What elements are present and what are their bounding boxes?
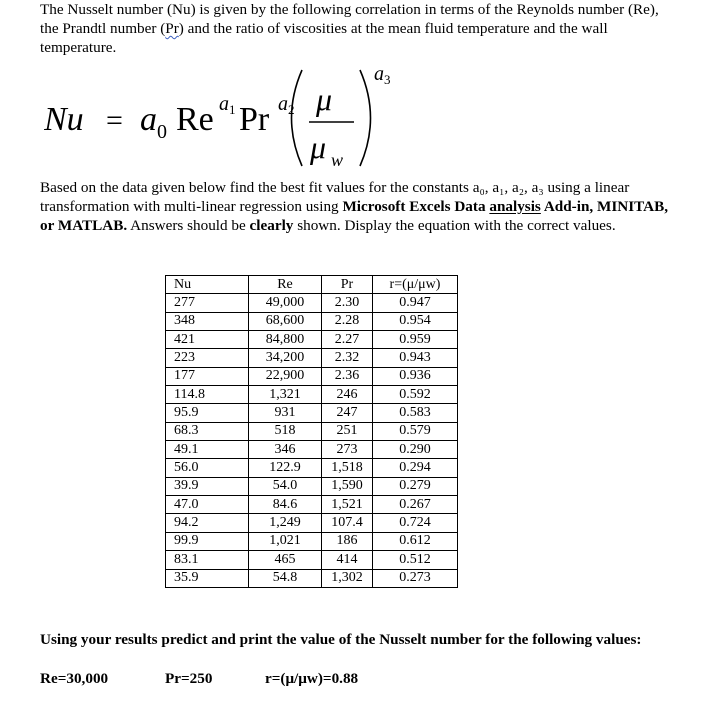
eq-a1-sub: 1 <box>229 102 236 117</box>
header-pr: Pr <box>322 276 373 294</box>
table-cell: 34,200 <box>249 349 322 367</box>
table-cell: 0.943 <box>373 349 458 367</box>
value-r: r=(μ/μw)=0.88 <box>265 670 359 687</box>
table-row <box>166 294 458 312</box>
eq-a1: a <box>219 93 229 115</box>
instr-text-2: Answers should be <box>127 217 250 234</box>
table-cell: 0.290 <box>373 441 458 459</box>
eq-a0-sub: 0 <box>157 121 167 143</box>
table-row <box>166 386 458 404</box>
table-row <box>166 496 458 514</box>
header-nu: Nu <box>166 276 249 294</box>
intro-text-1: The Nusselt number (Nu) is given by the following correlation in terms of the Reynolds number (Re), the Prandtl number ( <box>40 1 659 37</box>
table-row <box>166 477 458 495</box>
table-cell: 1,249 <box>249 514 322 532</box>
table-cell: 186 <box>322 532 373 550</box>
table-row <box>166 514 458 532</box>
table-cell: 2.30 <box>322 294 373 312</box>
table-cell: 0.579 <box>373 422 458 440</box>
table-cell: 251 <box>322 422 373 440</box>
instructions-paragraph <box>40 178 680 235</box>
table-cell: 84.6 <box>249 496 322 514</box>
table-cell: 277 <box>166 294 249 312</box>
table-cell: 346 <box>249 441 322 459</box>
instr-text-1: Based on the data given below find the best fit values for the constants a₀, a₁, a₂, a₃ using a linear transformation with multi-linear regression using <box>40 179 630 215</box>
eq-re: Re <box>176 101 214 138</box>
table-cell: 2.27 <box>322 331 373 349</box>
eq-mu-w: μ <box>310 129 327 165</box>
eq-a3: a <box>374 63 384 85</box>
table-cell: 1,518 <box>322 459 373 477</box>
table-cell: 0.947 <box>373 294 458 312</box>
intro-paragraph <box>40 0 680 57</box>
table-row <box>166 569 458 587</box>
table-cell: 931 <box>249 404 322 422</box>
header-re: Re <box>249 276 322 294</box>
table-cell: 348 <box>166 312 249 330</box>
predict-values <box>40 670 680 690</box>
table-cell: 0.612 <box>373 532 458 550</box>
table-cell: 0.936 <box>373 367 458 385</box>
table-cell: 0.273 <box>373 569 458 587</box>
table-cell: 94.2 <box>166 514 249 532</box>
table-cell: 22,900 <box>249 367 322 385</box>
table-row <box>166 349 458 367</box>
table-cell: 49.1 <box>166 441 249 459</box>
table-cell: 0.954 <box>373 312 458 330</box>
eq-mu: μ <box>316 81 333 117</box>
table-cell: 39.9 <box>166 477 249 495</box>
intro-pr-abbrev: Pr <box>165 20 179 37</box>
table-cell: 2.36 <box>322 367 373 385</box>
eq-a3-sub: 3 <box>384 72 391 87</box>
table-cell: 247 <box>322 404 373 422</box>
eq-a2-sub: 2 <box>288 102 295 117</box>
table-cell: 54.0 <box>249 477 322 495</box>
table-cell: 114.8 <box>166 386 249 404</box>
table-cell: 0.724 <box>373 514 458 532</box>
table-cell: 68.3 <box>166 422 249 440</box>
intro-text-2: ) and the ratio of viscosities at the mean fluid temperature and the wall temperature. <box>40 20 608 56</box>
data-table <box>165 275 458 588</box>
eq-pr: Pr <box>239 101 270 138</box>
table-cell: 49,000 <box>249 294 322 312</box>
table-cell: 83.1 <box>166 551 249 569</box>
table-cell: 1,021 <box>249 532 322 550</box>
table-cell: 107.4 <box>322 514 373 532</box>
instr-bold-analysis: analysis <box>489 198 541 215</box>
header-viscosity-ratio: r=(μ/μw) <box>373 276 458 294</box>
table-cell: 84,800 <box>249 331 322 349</box>
table-cell: 68,600 <box>249 312 322 330</box>
table-row <box>166 404 458 422</box>
eq-nu: Nu <box>44 101 84 138</box>
table-cell: 223 <box>166 349 249 367</box>
table-cell: 99.9 <box>166 532 249 550</box>
table-row <box>166 367 458 385</box>
table-cell: 56.0 <box>166 459 249 477</box>
eq-a0: a <box>140 101 157 138</box>
table-cell: 273 <box>322 441 373 459</box>
eq-w-sub: w <box>331 150 344 170</box>
table-cell: 1,521 <box>322 496 373 514</box>
table-body <box>166 294 458 588</box>
eq-a2: a <box>278 93 288 115</box>
table-cell: 0.583 <box>373 404 458 422</box>
table-cell: 47.0 <box>166 496 249 514</box>
nusselt-equation <box>44 62 464 172</box>
table-cell: 0.959 <box>373 331 458 349</box>
instr-bold-3: Add-in, MINITAB, or MATLAB. <box>40 198 669 234</box>
instr-bold-clearly: clearly <box>249 217 294 234</box>
table-cell: 0.512 <box>373 551 458 569</box>
instr-bold-1: Microsoft Excels Data <box>342 198 490 215</box>
table-cell: 518 <box>249 422 322 440</box>
table-cell: 465 <box>249 551 322 569</box>
table-cell: 54.8 <box>249 569 322 587</box>
table-cell: 2.28 <box>322 312 373 330</box>
table-cell: 2.32 <box>322 349 373 367</box>
predict-instruction: Using your results predict and print the value of the Nusselt number for the following values: <box>40 631 642 648</box>
value-re: Re=30,000 <box>40 670 109 687</box>
table-cell: 0.294 <box>373 459 458 477</box>
table-cell: 1,590 <box>322 477 373 495</box>
table-row <box>166 422 458 440</box>
table-cell: 0.279 <box>373 477 458 495</box>
eq-right-paren <box>360 70 371 166</box>
eq-left-paren <box>292 70 303 166</box>
table-row <box>166 459 458 477</box>
table-cell: 0.267 <box>373 496 458 514</box>
table-cell: 1,321 <box>249 386 322 404</box>
table-cell: 246 <box>322 386 373 404</box>
table-row <box>166 312 458 330</box>
table-cell: 414 <box>322 551 373 569</box>
table-cell: 95.9 <box>166 404 249 422</box>
table-cell: 122.9 <box>249 459 322 477</box>
table-cell: 1,302 <box>322 569 373 587</box>
instr-text-3: shown. Display the equation with the correct values. <box>293 217 616 234</box>
table-row <box>166 441 458 459</box>
eq-equals: = <box>106 104 123 137</box>
value-pr: Pr=250 <box>165 670 213 687</box>
table-cell: 0.592 <box>373 386 458 404</box>
table-row <box>166 551 458 569</box>
table-cell: 35.9 <box>166 569 249 587</box>
table-row <box>166 532 458 550</box>
table-cell: 177 <box>166 367 249 385</box>
table-row <box>166 331 458 349</box>
table-cell: 421 <box>166 331 249 349</box>
table-header-row <box>166 276 458 294</box>
